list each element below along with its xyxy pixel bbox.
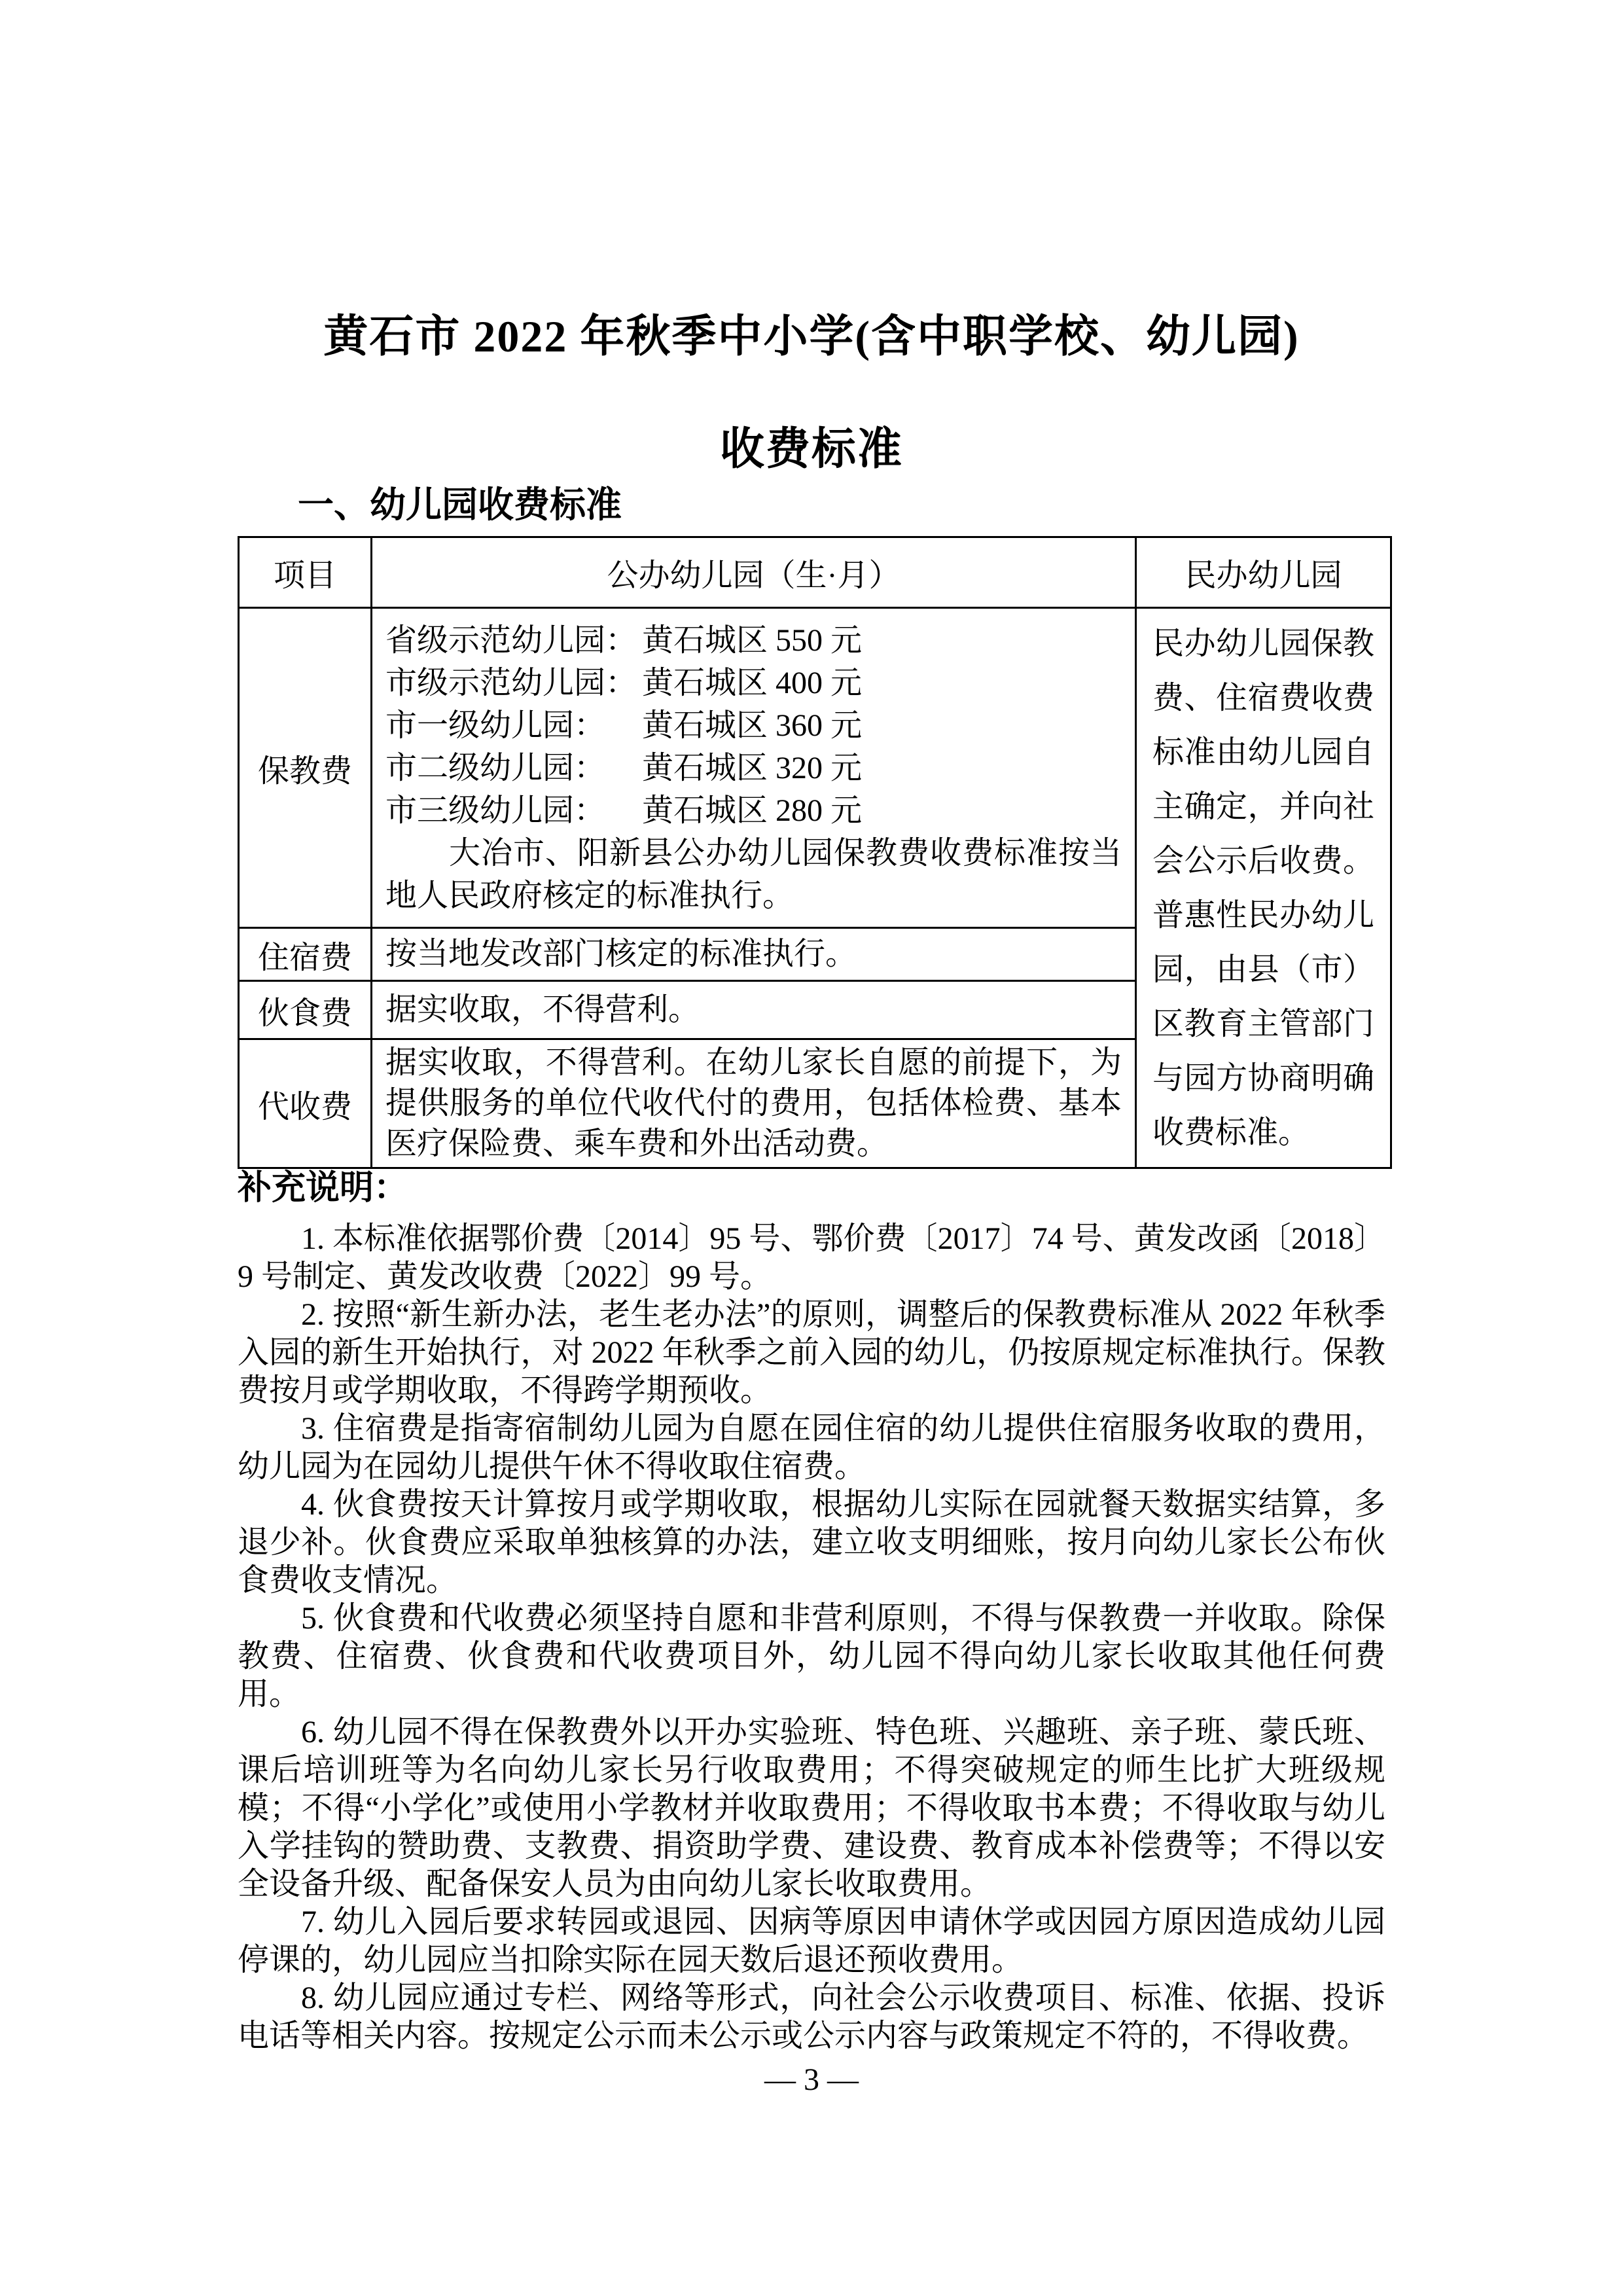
note-paragraph-2: 2. 按照“新生新办法，老生老办法”的原则，调整后的保教费标准从 2022 年秋季入园的新生开始执行，对 2022 年秋季之前入园的幼儿，仍按原规定标准执行。保教费按月或学期收取，不得跨学期预收。 [238, 1297, 1385, 1408]
fee-line-name: 市三级幼儿园： [385, 793, 606, 828]
supplementary-notes [238, 1168, 1385, 2055]
row-label-meal-fee: 伙食费 [239, 981, 372, 1039]
care-education-fee-county-note: 大冶市、阳新县公办幼儿园保教费收费标准按当地人民政府核定的标准执行。 [385, 835, 1122, 913]
row-label-accommodation-fee: 住宿费 [239, 928, 372, 981]
table-row-care-education-fee [239, 608, 1391, 928]
meal-fee-text: 据实收取，不得营利。 [385, 992, 700, 1027]
header-cell-private-kindergarten: 民办幼儿园 [1136, 537, 1391, 608]
note-paragraph-6: 6. 幼儿园不得在保教费外以开办实验班、特色班、兴趣班、亲子班、蒙氏班、课后培训班等为名向幼儿家长另行收取费用；不得突破规定的师生比扩大班级规模；不得“小学化”或使用小学教材并收取费用；不得收取书本费；不得收取与幼儿入学挂钩的赞助费、支教费、捐资助学费、建设费、教育成本补偿费等；不得以安全设备升级、配备保安人员为由向幼儿家长收取费用。 [238, 1715, 1385, 1901]
fee-line-value: 黄石城区 360 元 [642, 708, 863, 743]
fee-line-value: 黄石城区 280 元 [642, 793, 863, 828]
fee-line-city-level2 [385, 747, 1122, 789]
accommodation-fee-text: 按当地发改部门核定的标准执行。 [385, 937, 857, 971]
note-paragraph-1: 1. 本标准依据鄂价费〔2014〕95 号、鄂价费〔2017〕74 号、黄发改函〔2018〕9 号制定、黄发改收费〔2022〕99 号。 [238, 1221, 1385, 1294]
header-cell-public-kindergarten: 公办幼儿园（生·月） [372, 537, 1136, 608]
note-paragraph-3: 3. 住宿费是指寄宿制幼儿园为自愿在园住宿的幼儿提供住宿服务收取的费用，幼儿园为在园幼儿提供午休不得收取住宿费。 [238, 1411, 1385, 1484]
cell-collection-fee-detail [372, 1039, 1136, 1168]
fee-line-value: 黄石城区 400 元 [642, 665, 863, 700]
fee-line-city-level3 [385, 789, 1122, 832]
cell-accommodation-fee-detail [372, 928, 1136, 981]
fee-line-name: 市级示范幼儿园： [385, 665, 637, 700]
note-paragraph-7: 7. 幼儿入园后要求转园或退园、因病等原因申请休学或因园方原因造成幼儿园停课的，幼儿园应当扣除实际在园天数后退还预收费用。 [238, 1905, 1385, 1977]
collection-fee-text: 据实收取，不得营利。在幼儿家长自愿的前提下，为提供服务的单位代收代付的费用，包括体检费、基本医疗保险费、乘车费和外出活动费。 [385, 1045, 1122, 1161]
fee-line-city-model [385, 662, 1122, 704]
header-cell-item: 项目 [239, 537, 372, 608]
cell-private-kindergarten-note [1136, 608, 1391, 1168]
private-kindergarten-note-text: 民办幼儿园保教费、住宿费收费标准由幼儿园自主确定，并向社会公示后收费。普惠性民办幼儿园，由县（市）区教育主管部门与园方协商明确收费标准。 [1152, 626, 1374, 1150]
note-paragraph-4: 4. 伙食费按天计算按月或学期收取，根据幼儿实际在园就餐天数据实结算，多退少补。伙食费应采取单独核算的办法，建立收支明细账，按月向幼儿家长公布伙食费收支情况。 [238, 1487, 1385, 1598]
title-line-1: 黄石市 2022 年秋季中小学(含中职学校、幼儿园) [323, 312, 1300, 361]
document-title [0, 280, 1623, 505]
table-header-row [239, 537, 1391, 608]
row-label-collection-fee: 代收费 [239, 1039, 372, 1168]
page-number: — 3 — [764, 2062, 859, 2097]
supplementary-notes-heading: 补充说明： [238, 1169, 408, 1207]
cell-meal-fee-detail [372, 981, 1136, 1039]
section-heading: 一、幼儿园收费标准 [298, 484, 622, 525]
fee-line-name: 市二级幼儿园： [385, 750, 606, 785]
note-paragraph-8: 8. 幼儿园应通过专栏、网络等形式，向社会公示收费项目、标准、依据、投诉电话等相关内容。按规定公示而未公示或公示内容与政策规定不符的，不得收费。 [238, 1981, 1385, 2053]
fee-line-value: 黄石城区 320 元 [642, 750, 863, 785]
fee-line-provincial [385, 619, 1122, 662]
fee-line-name: 市一级幼儿园： [385, 708, 606, 743]
fee-line-city-level1 [385, 704, 1122, 747]
fee-table [238, 536, 1392, 1169]
title-line-2: 收费标准 [719, 424, 903, 474]
cell-care-education-fee-detail [372, 608, 1136, 928]
row-label-care-education-fee: 保教费 [239, 608, 372, 928]
fee-line-value: 黄石城区 550 元 [642, 622, 863, 658]
note-paragraph-5: 5. 伙食费和代收费必须坚持自愿和非营利原则，不得与保教费一并收取。除保教费、住宿费、伙食费和代收费项目外，幼儿园不得向幼儿家长收取其他任何费用。 [238, 1601, 1385, 1712]
fee-line-name: 省级示范幼儿园： [385, 622, 637, 658]
